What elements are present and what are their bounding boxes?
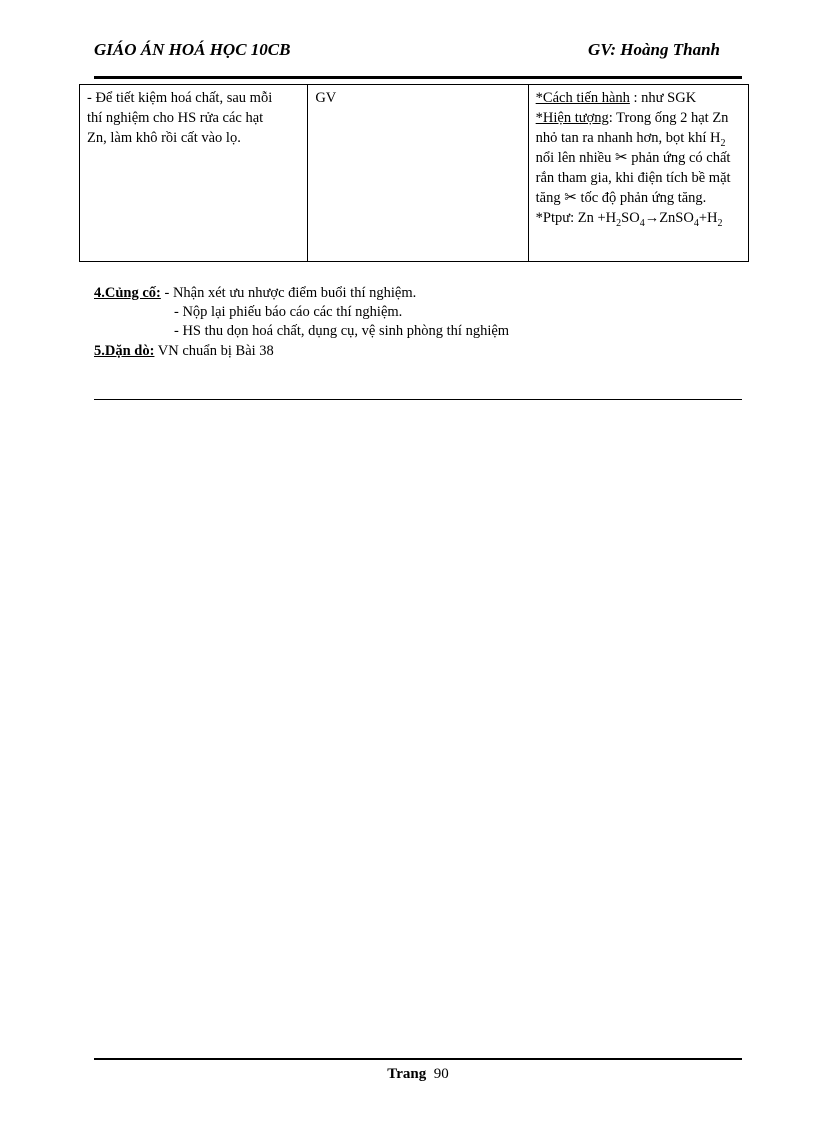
homework-text: VN chuẩn bị Bài 38 <box>154 343 274 359</box>
method-value: : như SGK <box>629 90 697 106</box>
consolidation-label: 4.Củng cố: <box>94 285 161 301</box>
page-header <box>94 40 720 64</box>
header-rule <box>94 76 742 79</box>
col1-line: - Để tiết kiệm hoá chất, sau mỗi <box>87 90 273 106</box>
lesson-table <box>79 84 749 262</box>
eq-part: +H <box>698 210 718 226</box>
footer-label: Trang <box>387 1066 427 1082</box>
eq-sub: 2 <box>616 217 622 229</box>
consolidation-line1: - Nhận xét ưu nhược điểm buổi thí nghiệm. <box>160 285 417 301</box>
eq-prefix: *Ptpư: Zn +H <box>535 210 617 226</box>
scissor-icon: ✂ <box>564 190 577 206</box>
phenomenon-text: : Trong ống 2 hạt Zn nhỏ tan ra nhanh hơn, bọt khí H <box>535 110 729 146</box>
homework-line <box>94 342 274 361</box>
consolidation-line2: - Nộp lại phiếu báo cáo các thí nghiệm. <box>174 304 403 320</box>
eq-sub: 4 <box>693 217 699 229</box>
table-row <box>80 85 749 262</box>
col1-line: thí nghiệm cho HS rửa các hạt <box>87 110 264 126</box>
col1-line: Zn, làm khô rồi cất vào lọ. <box>87 130 241 146</box>
phenomenon-text3: phản ứng có chất rắn tham gia, khi điện tích bề mặt tăng <box>535 150 731 206</box>
footer-rule <box>94 1058 742 1060</box>
phenomenon-text4: tốc độ phản ứng tăng. <box>576 190 707 206</box>
h2-subscript: 2 <box>720 137 726 149</box>
equation-line <box>536 208 741 228</box>
content-cell <box>528 85 748 262</box>
consolidation-line3: - HS thu dọn hoá chất, dụng cụ, vệ sinh phòng thí nghiệm <box>174 323 510 339</box>
col2-text: GV <box>315 90 337 106</box>
page-number: 90 <box>433 1066 449 1082</box>
scissor-icon: ✂ <box>615 150 628 166</box>
phenomenon-paragraph <box>536 108 741 208</box>
teacher-activity-cell <box>80 85 308 262</box>
eq-part: ZnSO <box>659 210 694 226</box>
method-label: *Cách tiến hành <box>535 90 630 106</box>
homework-label: 5.Dặn dò: <box>94 343 155 359</box>
phenomenon-text2: nổi lên nhiều <box>535 150 615 166</box>
header-title: GIÁO ÁN HOÁ HỌC 10CB <box>94 40 291 59</box>
page-footer <box>94 1066 742 1083</box>
eq-sub: 2 <box>717 217 723 229</box>
header-teacher: GV: Hoàng Thanh <box>588 40 720 59</box>
eq-part: SO <box>621 210 640 226</box>
arrow-right-icon: → <box>644 210 660 226</box>
student-activity-cell <box>308 85 528 262</box>
eq-sub: 4 <box>639 217 645 229</box>
method-line <box>536 88 741 108</box>
phenomenon-label: *Hiện tượng <box>535 110 609 126</box>
section-divider <box>94 399 742 400</box>
consolidation-line <box>94 284 416 303</box>
